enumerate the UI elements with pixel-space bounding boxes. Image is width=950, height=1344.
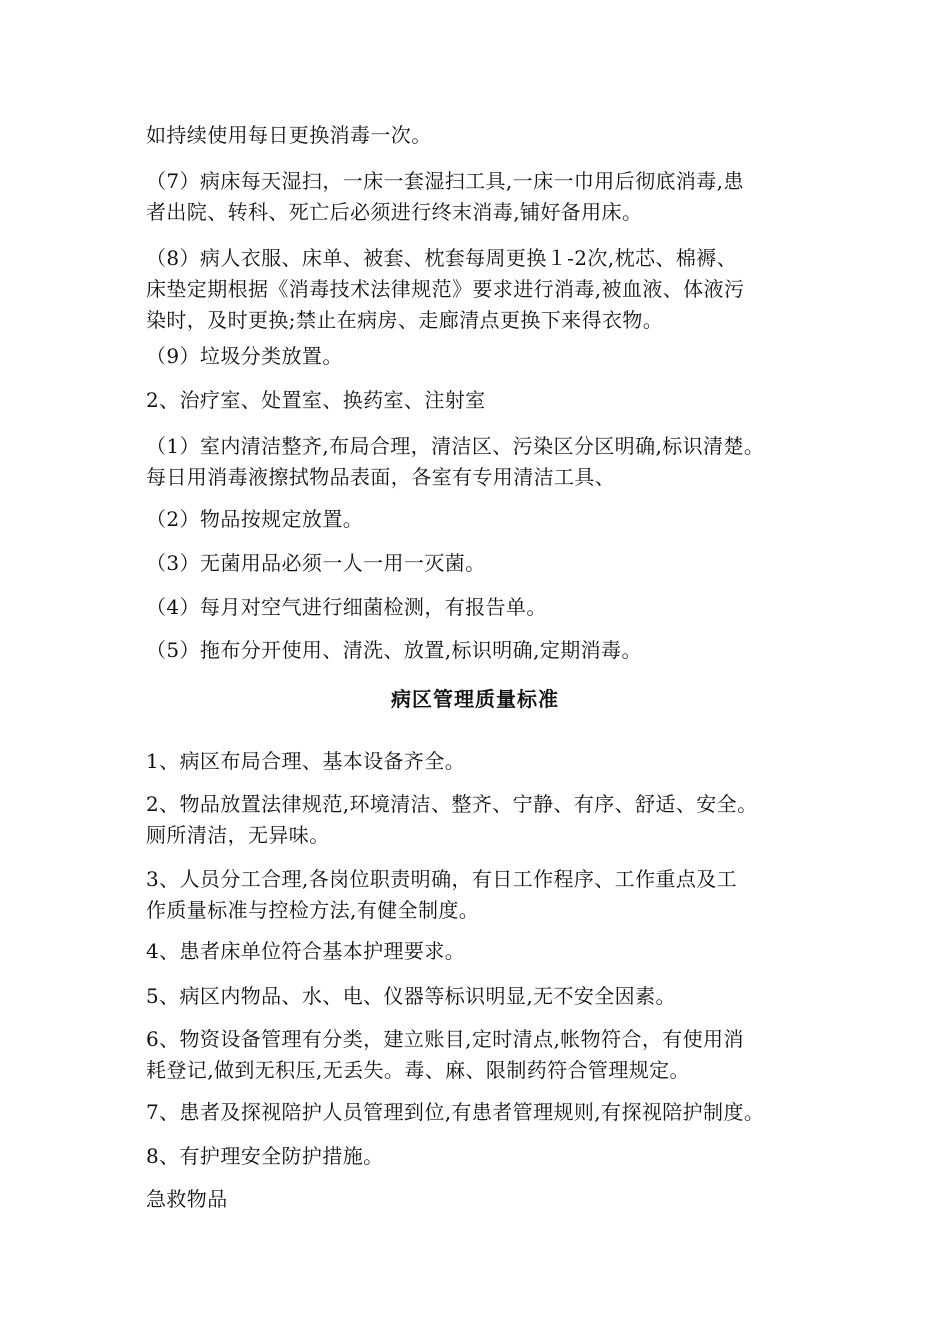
standard-item-4: 4、患者床单位符合基本护理要求。 <box>146 939 466 963</box>
standard-item-3: 3、人员分工合理,各岗位职责明确，有日工作程序、工作重点及工 作质量标准与控检方法,有健全制度。 <box>146 867 738 922</box>
section-2-item-5: （5）拖布分开使用、清洗、放置,标识明确,定期消毒。 <box>146 638 642 662</box>
emergency-supplies-heading: 急救物品 <box>146 1187 228 1211</box>
item-8-linen-change: （8）病人衣服、床单、被套、枕套每周更换１-2次,枕芯、棉褥、 床垫定期根据《消毒技术法律规范》要求进行消毒,被血液、体液污 染时，及时更换;禁止在病房、走廊清点更换下来得衣物。 <box>146 246 745 332</box>
standard-item-5: 5、病区内物品、水、电、仪器等标识明显,无不安全因素。 <box>146 984 676 1008</box>
section-2-title: 2、治疗室、处置室、换药室、注射室 <box>146 388 486 412</box>
standard-item-8: 8、有护理安全防护措施。 <box>146 1144 384 1168</box>
section-2-item-4: （4）每月对空气进行细菌检测，有报告单。 <box>146 595 547 619</box>
standard-item-1: 1、病区布局合理、基本设备齐全。 <box>146 749 466 773</box>
section-2-item-2: （2）物品按规定放置。 <box>146 507 364 531</box>
standard-heading: 病区管理质量标准 <box>391 687 559 711</box>
section-2-item-1: （1）室内清洁整齐,布局合理，清洁区、污染区分区明确,标识清楚。 每日用消毒液擦拭物品表面，各室有专用清洁工具、 <box>146 434 765 489</box>
standard-item-7: 7、患者及探视陪护人员管理到位,有患者管理规则,有探视陪护制度。 <box>146 1100 765 1124</box>
section-2-item-3: （3）无菌用品必须一人一用一灭菌。 <box>146 551 486 575</box>
item-9-garbage: （9）垃圾分类放置。 <box>146 344 343 368</box>
standard-item-6: 6、物资设备管理有分类，建立账目,定时清点,帐物符合，有使用消 耗登记,做到无积压,无丢失。毒、麻、限制药符合管理规定。 <box>146 1027 744 1082</box>
item-7-bed-cleaning: （7）病床每天湿扫，一床一套湿扫工具,一床一巾用后彻底消毒,患 者出院、转科、死亡后必须进行终末消毒,铺好备用床。 <box>146 169 744 224</box>
standard-item-2: 2、物品放置法律规范,环境清洁、整齐、宁静、有序、舒适、安全。 厕所清洁，无异味。 <box>146 792 758 847</box>
text-line-continuation: 如持续使用每日更换消毒一次。 <box>146 123 432 147</box>
